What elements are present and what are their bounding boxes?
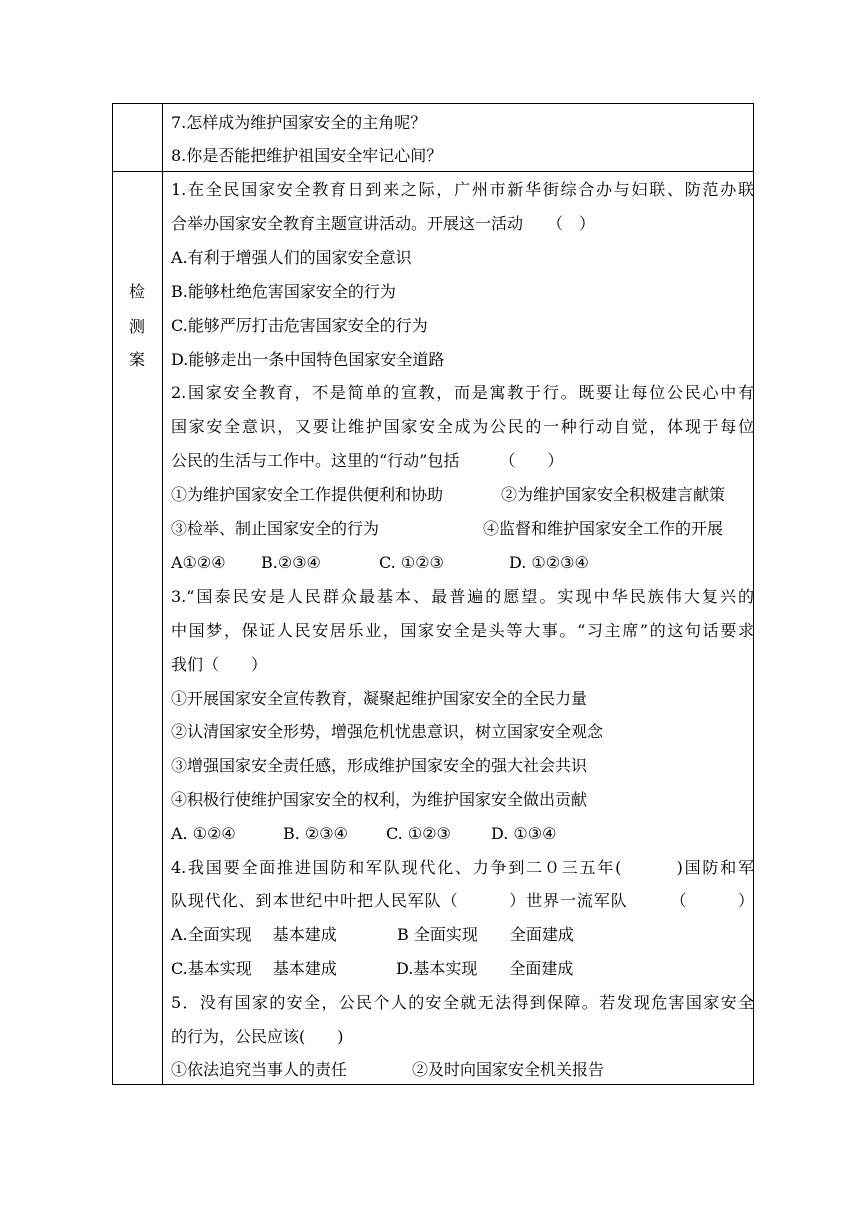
q2-option-3: ③检举、制止国家安全的行为 <box>171 519 380 538</box>
question-8: 8.你是否能把维护祖国安全牢记心间？ <box>171 146 443 165</box>
q4-option-a: A.全面实现 基本建成 <box>171 925 337 944</box>
q4-stem-line: 4.我国要全面推进国防和军队现代化、力争到二０三五年( )国防和军 <box>171 858 754 877</box>
q1-stem-line: 1.在全民国家安全教育日到来之际，广州市新华街综合办与妇联、防范办联 <box>171 180 754 199</box>
column-divider <box>162 104 163 1084</box>
q4-option-c: C.基本实现 基本建成 <box>171 959 337 978</box>
q1-option-a: A.有利于增强人们的国家安全意识 <box>171 248 412 267</box>
q3-answer-d: D. ①③④ <box>491 824 557 843</box>
q4-option-d: D.基本实现 全面建成 <box>396 959 574 978</box>
q2-stem-line: 2.国家安全教育，不是简单的宣教，而是寓教于行。既要让每位公民心中有 <box>171 383 754 402</box>
q3-option-1: ①开展国家安全宣传教育，凝聚起维护国家安全的全民力量 <box>171 689 588 708</box>
q3-stem-line: 我们（ ） <box>171 655 268 674</box>
q1-option-c: C.能够严厉打击危害国家安全的行为 <box>171 316 428 335</box>
q1-option-b: B.能够杜绝危害国家安全的行为 <box>171 282 396 301</box>
q2-option-1: ①为维护国家安全工作提供便利和协助 <box>171 485 444 504</box>
question-7: 7.怎样成为维护国家安全的主角呢？ <box>171 113 427 132</box>
q5-stem-line: 5．没有国家的安全，公民个人的安全就无法得到保障。若发现危害国家安全 <box>171 993 754 1012</box>
row-divider <box>113 171 753 172</box>
q3-answer-b: B. ②③④ <box>283 824 348 843</box>
row-label-char: 检 <box>128 282 145 301</box>
q2-stem-line: 公民的生活与工作中。这里的“行动”包括 （ ） <box>171 451 564 470</box>
q3-stem-line: 中国梦，保证人民安居乐业，国家安全是头等大事。“习主席”的这句话要求 <box>171 621 754 640</box>
q3-answer-c: C. ①②③ <box>386 824 451 843</box>
q3-option-4: ④积极行使维护国家安全的权利，为维护国家安全做出贡献 <box>171 790 588 809</box>
q2-answer-a: A①②④ <box>171 553 226 572</box>
q5-stem-line: 的行为，公民应该( ) <box>171 1027 344 1046</box>
q4-stem-line: 队现代化、到本世纪中叶把人民军队（ ）世界一流军队 （ ） <box>171 891 754 910</box>
q3-answer-a: A. ①②④ <box>171 824 236 843</box>
q2-answer-d: D. ①②③④ <box>509 553 589 572</box>
row-label-char: 测 <box>128 317 145 336</box>
q2-stem-line: 国家安全意识，又要让维护国家安全成为公民的一种行动自觉，体现于每位 <box>171 417 754 436</box>
q2-answer-c: C. ①②③ <box>379 553 444 572</box>
q2-answer-b: B.②③④ <box>261 553 321 572</box>
q3-option-3: ③增强国家安全责任感，形成维护国家安全的强大社会共识 <box>171 756 588 775</box>
q5-option-2: ②及时向国家安全机关报告 <box>412 1060 605 1079</box>
row-label-char: 案 <box>128 350 145 369</box>
q3-option-2: ②认清国家安全形势，增强危机忧患意识，树立国家安全观念 <box>171 722 604 741</box>
q3-stem-line: 3.“国泰民安是人民群众最基本、最普遍的愿望。实现中华民族伟大复兴的 <box>171 587 754 606</box>
q1-stem-line: 合举办国家安全教育主题宣讲活动。开展这一活动 （ ） <box>171 214 596 233</box>
q2-option-4: ④监督和维护国家安全工作的开展 <box>483 519 724 538</box>
q5-option-1: ①依法追究当事人的责任 <box>171 1060 348 1079</box>
q4-option-b: B 全面实现 全面建成 <box>397 925 574 944</box>
q2-option-2: ②为维护国家安全积极建言献策 <box>501 485 726 504</box>
q1-option-d: D.能够走出一条中国特色国家安全道路 <box>171 350 445 369</box>
